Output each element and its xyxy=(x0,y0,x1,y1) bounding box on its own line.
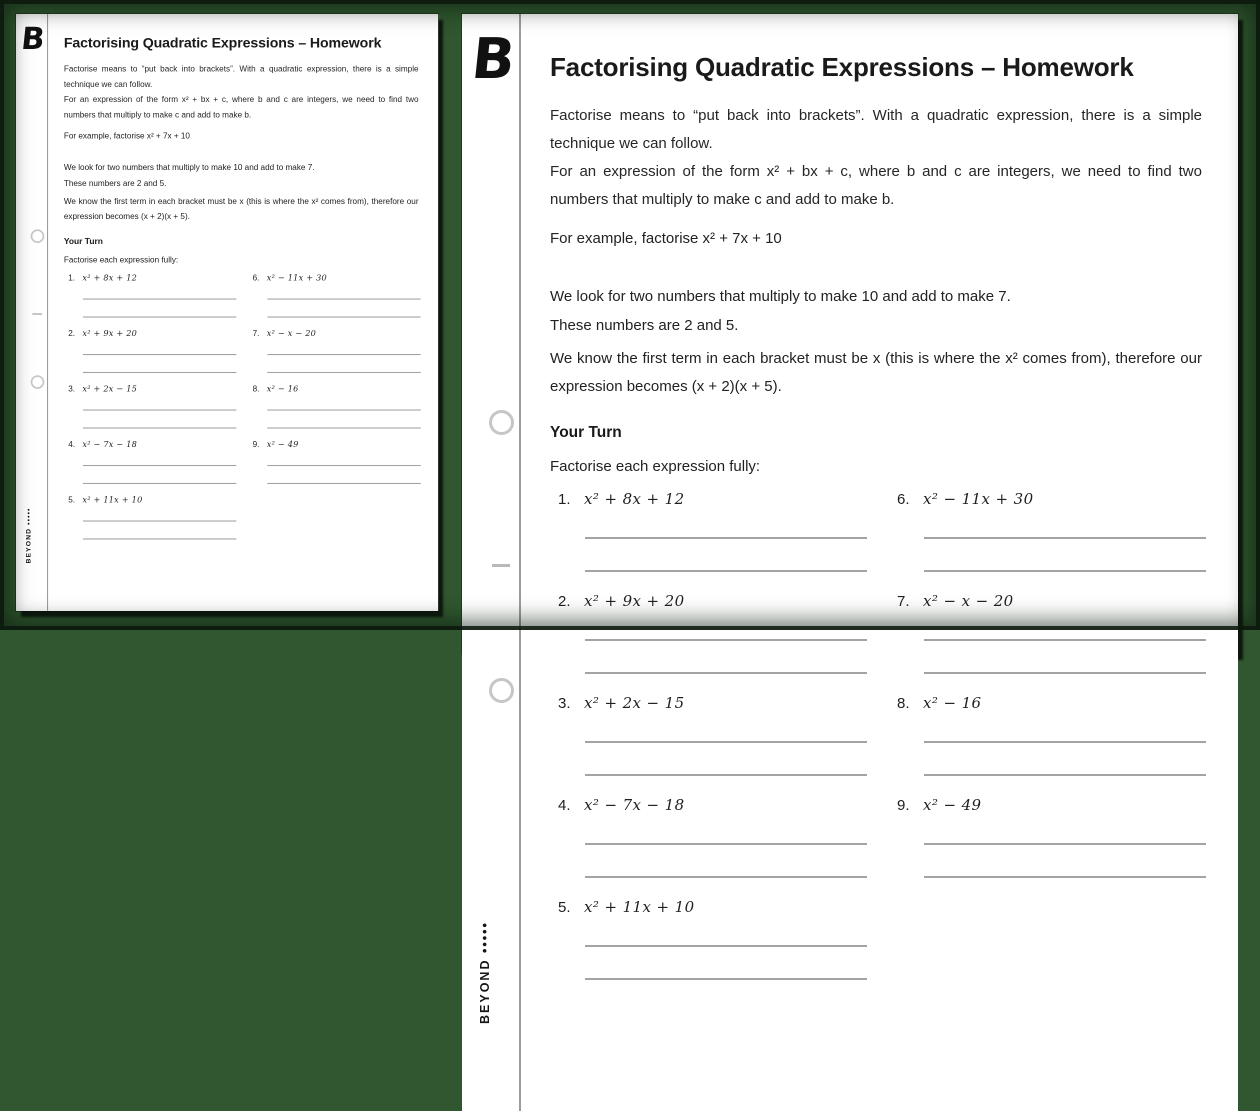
problem-expression: x² − 49 xyxy=(923,796,982,814)
problem-number: 5. xyxy=(558,899,571,916)
problem-item xyxy=(558,490,870,508)
problem-number: 1. xyxy=(68,273,76,283)
answer-line xyxy=(83,465,236,466)
problem-expression: x² + 8x + 12 xyxy=(82,272,138,283)
answer-line xyxy=(267,299,420,300)
answer-line xyxy=(924,672,1206,674)
problem-number: 9. xyxy=(252,439,260,450)
problem-item xyxy=(68,439,238,449)
punch-hole-icon xyxy=(31,229,45,243)
instruction-text: Factorise each expression fully: xyxy=(550,458,761,475)
problem-item xyxy=(558,592,870,610)
answer-line xyxy=(83,372,236,373)
example-line: For example, factorise x² + 7x + 10 xyxy=(63,131,190,141)
step-text: We look for two numbers that multiply to make 10 and add to make 7. xyxy=(63,163,315,173)
beyond-wordmark: BEYOND ••••• xyxy=(478,921,492,1024)
problem-item xyxy=(253,384,423,394)
step-text: We know the first term in each bracket must be x (this is where the x² comes from), therefore our expression becomes (x + 2)(x + 5). xyxy=(550,350,1202,395)
intro-paragraph: For an expression of the form x² + bx + c, where b and c are integers, we need to find two numbers that multiply to make c and add to make b. xyxy=(63,95,419,120)
answer-line xyxy=(924,876,1206,878)
problem-item xyxy=(897,490,1209,508)
answer-line xyxy=(924,570,1206,572)
beyond-logo: B xyxy=(19,21,47,57)
problem-expression: x² + 11x + 10 xyxy=(82,494,143,505)
problem-item xyxy=(897,796,1209,814)
answer-line xyxy=(267,354,420,355)
problem-item xyxy=(558,796,870,814)
answer-line xyxy=(585,672,867,674)
margin-divider-line xyxy=(519,14,521,1111)
answer-line xyxy=(267,483,420,484)
answer-line xyxy=(585,843,867,845)
problem-number: 6. xyxy=(252,273,260,283)
instruction-text: Factorise each expression fully: xyxy=(63,255,179,265)
worksheet-page-enlarged xyxy=(462,14,1238,1024)
problem-expression: x² − 7x − 18 xyxy=(82,439,138,450)
problem-expression: x² − 11x + 30 xyxy=(266,272,327,283)
answer-line xyxy=(267,316,420,317)
answer-line xyxy=(585,945,867,947)
answer-line xyxy=(83,483,236,484)
problem-expression: x² − 49 xyxy=(266,439,299,450)
problem-expression: x² + 9x + 20 xyxy=(82,328,138,339)
problem-expression: x² + 8x + 12 xyxy=(584,490,685,508)
step-text: These numbers are 2 and 5. xyxy=(63,178,167,189)
problem-item xyxy=(558,898,870,916)
problem-number: 8. xyxy=(897,695,910,712)
problem-expression: x² + 11x + 10 xyxy=(584,898,695,916)
problem-number: 3. xyxy=(558,695,571,712)
problem-expression: x² − x − 20 xyxy=(923,592,1014,610)
answer-line xyxy=(83,316,236,317)
problem-expression: x² + 2x − 15 xyxy=(82,383,138,394)
punch-hole-icon xyxy=(31,375,45,389)
problem-item xyxy=(68,273,238,283)
problem-number: 2. xyxy=(558,593,571,610)
answer-line xyxy=(585,570,867,572)
answer-line xyxy=(83,520,236,521)
answer-line xyxy=(83,427,236,428)
worksheet-sheet xyxy=(16,14,438,611)
your-turn-heading: Your Turn xyxy=(550,424,622,441)
problem-number: 6. xyxy=(897,491,910,508)
intro-paragraph: Factorise means to “put back into brackets”. With a quadratic expression, there is a simple technique we can follow. xyxy=(63,64,419,89)
answer-line xyxy=(585,537,867,539)
problem-item xyxy=(558,694,870,712)
problem-number: 3. xyxy=(68,384,76,394)
answer-line xyxy=(83,354,236,355)
answer-line xyxy=(585,978,867,980)
intro-paragraph: For an expression of the form x² + bx + c, where b and c are integers, we need to find two numbers that multiply to make c and add to make b. xyxy=(550,163,1202,208)
problem-expression: x² − 7x − 18 xyxy=(584,796,685,814)
problem-number: 2. xyxy=(68,328,76,339)
answer-line xyxy=(924,843,1206,845)
worksheet-sheet xyxy=(462,14,1238,1111)
worksheet-title: Factorising Quadratic Expressions – Homework xyxy=(63,34,382,51)
problem-number: 9. xyxy=(897,797,910,814)
problem-expression: x² − x − 20 xyxy=(266,328,317,339)
problem-item xyxy=(897,694,1209,712)
answer-line xyxy=(267,372,420,373)
punch-tick-mark xyxy=(492,564,510,567)
punch-tick-mark xyxy=(32,313,42,315)
answer-line xyxy=(585,774,867,776)
problem-item xyxy=(253,328,423,338)
answer-line xyxy=(585,741,867,743)
problem-number: 1. xyxy=(558,491,571,508)
worksheet-title: Factorising Quadratic Expressions – Homework xyxy=(550,52,1134,82)
example-line: For example, factorise x² + 7x + 10 xyxy=(550,230,782,247)
problem-expression: x² − 16 xyxy=(923,694,982,712)
problem-item xyxy=(253,439,423,449)
problem-item xyxy=(253,273,423,283)
intro-paragraph: Factorise means to “put back into brackets”. With a quadratic expression, there is a simple technique we can follow. xyxy=(550,107,1202,152)
step-text: We know the first term in each bracket must be x (this is where the x² comes from), therefore our expression becomes (x + 2)(x + 5). xyxy=(63,196,419,221)
problem-expression: x² − 16 xyxy=(266,383,299,394)
answer-line xyxy=(83,409,236,410)
answer-line xyxy=(585,639,867,641)
problem-item xyxy=(68,495,238,505)
punch-hole-icon xyxy=(489,410,514,435)
step-text: We look for two numbers that multiply to make 10 and add to make 7. xyxy=(550,288,1011,305)
problem-item xyxy=(68,328,238,338)
answer-line xyxy=(924,537,1206,539)
answer-line xyxy=(83,538,236,539)
punch-hole-icon xyxy=(489,678,514,703)
worksheet-page-thumbnail xyxy=(16,14,438,611)
beyond-wordmark: BEYOND ••••• xyxy=(24,507,33,564)
problem-expression: x² + 9x + 20 xyxy=(584,592,685,610)
answer-line xyxy=(267,409,420,410)
problem-expression: x² − 11x + 30 xyxy=(923,490,1034,508)
problem-number: 4. xyxy=(558,797,571,814)
beyond-logo: B xyxy=(468,27,519,92)
problem-item xyxy=(897,592,1209,610)
problem-number: 7. xyxy=(897,593,910,610)
answer-line xyxy=(924,774,1206,776)
problem-number: 4. xyxy=(68,439,76,450)
answer-line xyxy=(267,465,420,466)
answer-line xyxy=(585,876,867,878)
margin-divider-line xyxy=(47,14,48,611)
step-text: These numbers are 2 and 5. xyxy=(550,317,739,334)
answer-line xyxy=(924,639,1206,641)
problem-number: 7. xyxy=(252,328,260,339)
problem-number: 5. xyxy=(68,495,76,505)
answer-line xyxy=(924,741,1206,743)
problem-number: 8. xyxy=(252,384,260,394)
problem-item xyxy=(68,384,238,394)
answer-line xyxy=(83,299,236,300)
answer-line xyxy=(267,427,420,428)
your-turn-heading: Your Turn xyxy=(63,237,103,247)
problem-expression: x² + 2x − 15 xyxy=(584,694,685,712)
